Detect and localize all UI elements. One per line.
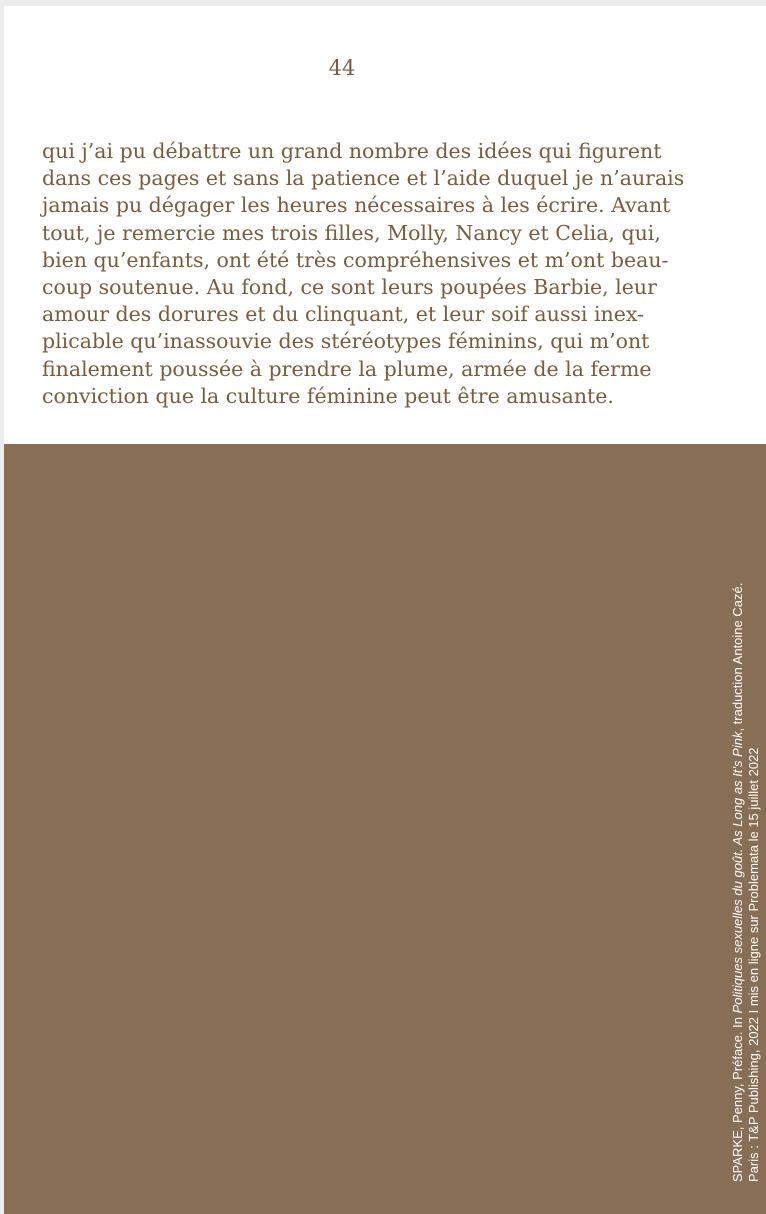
paragraph-line: qui j’ai pu débattre un grand nombre des idées qui figurent xyxy=(42,139,662,163)
paragraph-line: amour des dorures et du clinquant, et leur soif aussi inex- xyxy=(42,302,644,327)
paragraph-line: plicable qu’inassouvie des stéréotypes féminins, qui m’ont xyxy=(42,329,650,354)
citation-note xyxy=(730,562,762,1182)
citation-book-title: Politiques sexuelles du goût. As Long as It’s Pink xyxy=(730,731,745,1014)
paragraph-line: finalement poussée à prendre la plume, armée de la ferme xyxy=(42,356,652,381)
citation-line-1 xyxy=(730,562,746,1182)
paragraph-line: tout, je remercie mes trois filles, Molly, Nancy et Celia, qui, xyxy=(42,220,661,245)
document-page xyxy=(4,6,766,1214)
citation-line-2: Paris : T&P Publishing, 2022 I mis en ligne sur Problemata le 15 juillet 2022 xyxy=(746,747,761,1182)
paragraph-line: bien qu’enfants, ont été très compréhensives et m’ont beau- xyxy=(42,247,669,272)
citation-author: SPARKE, Penny, Préface. In xyxy=(730,1013,745,1182)
paragraph-line: conviction que la culture féminine peut être amusante. xyxy=(42,383,614,408)
paragraph-line: jamais pu dégager les heures nécessaires à les écrire. Avant xyxy=(42,193,671,218)
footer-band xyxy=(4,444,766,1214)
body-paragraph xyxy=(42,138,685,410)
page-number: 44 xyxy=(328,56,356,80)
paragraph-line: coup soutenue. Au fond, ce sont leurs poupées Barbie, leur xyxy=(42,275,657,300)
citation-translation: , traduction Antoine Cazé. xyxy=(730,582,745,732)
paragraph-line: dans ces pages et sans la patience et l’aide duquel je n’aurais xyxy=(42,166,685,191)
